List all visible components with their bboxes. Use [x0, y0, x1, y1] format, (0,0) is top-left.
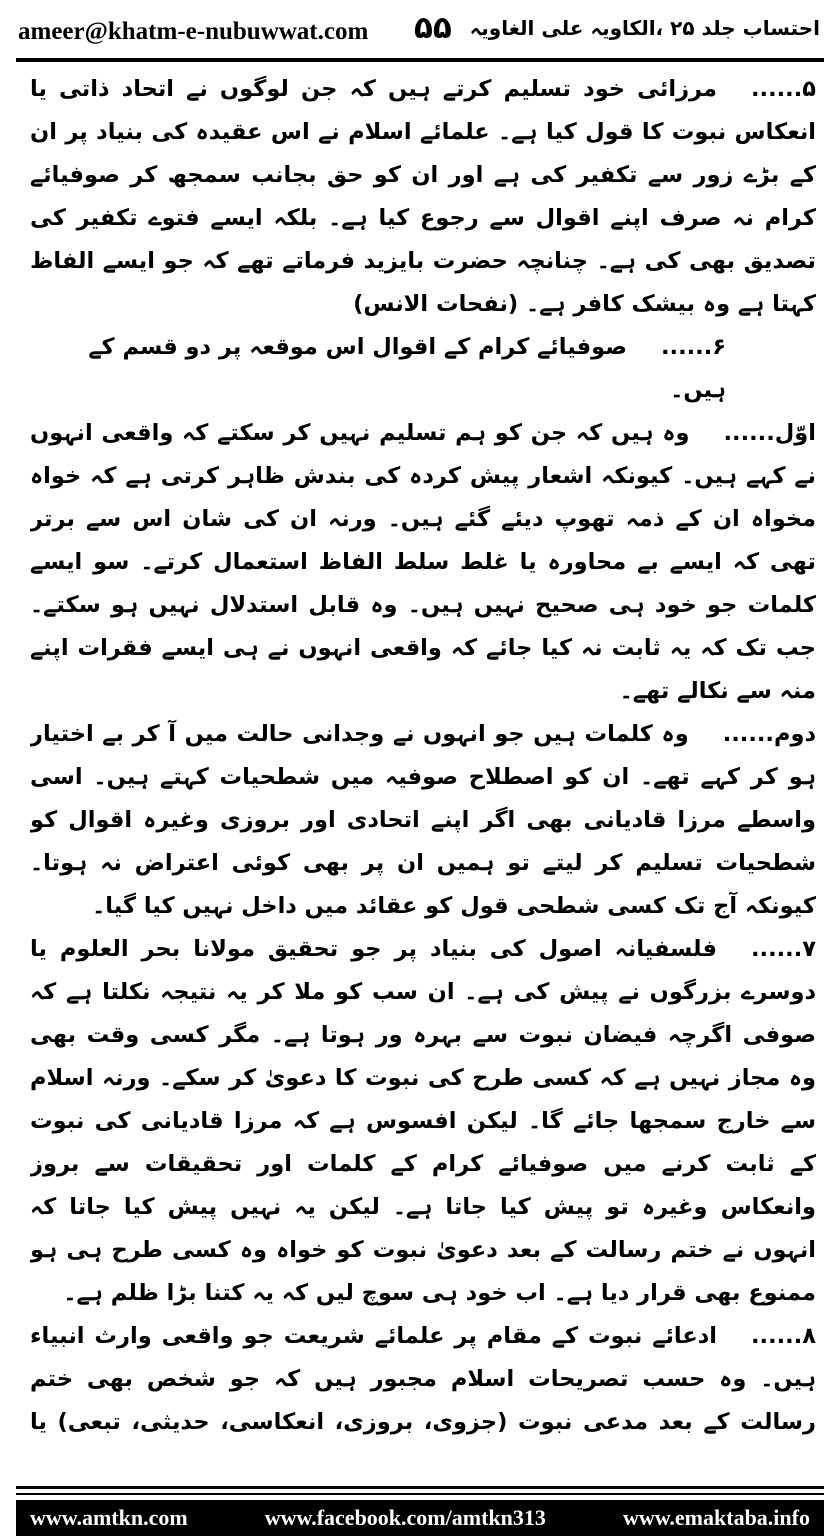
footer-link-amtkn[interactable]: www.amtkn.com [30, 1505, 188, 1530]
footer-link-facebook[interactable]: www.facebook.com/amtkn313 [264, 1505, 546, 1530]
page-header [18, 10, 820, 56]
paragraph-number: ۷...... [750, 936, 816, 962]
paragraph-7 [30, 928, 816, 1315]
paragraph-number: دوم...... [722, 721, 816, 747]
paragraph-number: اوّل...... [723, 420, 816, 446]
paragraph-number: ۵...... [750, 76, 816, 102]
paragraph-text: صوفیائے کرام کے اقوال اس موقعہ پر دو قسم کے ہیں۔ [88, 334, 726, 403]
book-title: احتساب جلد ۲۵ ،الکاویہ علی الغاویہ [469, 16, 820, 40]
page-number: ۵۵ [414, 10, 452, 46]
paragraph-number: ۸...... [750, 1323, 816, 1349]
paragraph-text: مرزائی خود تسلیم کرتے ہیں کہ جن لوگوں نے اتحاد ذاتی یا انعکاس نبوت کا قول کیا ہے۔ علمائے اسلام نے اس عقیدہ کی بنیاد پر ان کے بڑے زور سے تکفیر کی ہے اور ان کو حق بجانب سمجھ کر صوفیائے کرام نہ صرف اپنے اقوال سے رجوع کیا ہے۔ بلکہ ایسے فتوے تکفیر کی تصدیق بھی کی ہے۔ چنانچہ حضرت بایزید فرماتے تھے کہ جو ایسے الفاظ کہتا ہے وہ بیشک کافر ہے۔ (نفحات الانس) [30, 76, 816, 317]
paragraph-text: وہ کلمات ہیں جو انہوں نے وجدانی حالت میں آ کر بے اختیار ہو کر کہے تھے۔ ان کو اصطلاح صوفیہ میں شطحیات کہتے ہیں۔ اسی واسطے مرزا قادیانی بھی اگر اپنے اتحادی اور بروزی وغیرہ اقوال کو شطحیات تسلیم کر لیتے تو ہمیں ان پر بھی کوئی اعتراض نہ ہوتا۔ کیونکہ آج تک کسی شطحی قول کو عقائد میں داخل نہیں کیا گیا۔ [30, 721, 816, 919]
paragraph-first [30, 412, 816, 713]
paragraph-8 [30, 1315, 816, 1448]
paragraph-5 [30, 68, 816, 326]
footer-divider-bottom [16, 1493, 824, 1495]
paragraph-6 [30, 326, 816, 412]
header-divider [16, 58, 824, 62]
paragraph-text: وہ ہیں کہ جن کو ہم تسلیم نہیں کر سکتے کہ واقعی انہوں نے کہے ہیں۔ کیونکہ اشعار پیش کردہ کی بندش ظاہر کرتی ہے کہ خواہ مخواہ ان کے ذمہ تھوپ دیئے گئے ہیں۔ ورنہ ان کی شان اس سے برتر تھی کہ ایسے بے محاورہ یا غلط سلط الفاظ استعمال کرتے۔ سو ایسے کلمات جو خود ہی صحیح نہیں ہیں۔ وہ قابل استدلال نہیں ہو سکتے۔ جب تک کہ یہ ثابت نہ کیا جائے کہ واقعی انہوں نے ہی ایسے فقرات اپنے منہ سے نکالے تھے۔ [30, 420, 816, 704]
header-email[interactable]: ameer@khatm-e-nubuwwat.com [18, 18, 369, 45]
paragraph-text: فلسفیانہ اصول کی بنیاد پر جو تحقیق مولانا بحر العلوم یا دوسرے بزرگوں نے پیش کی ہے۔ ان سب کو ملا کر یہ نتیجہ نکلتا ہے کہ صوفی اگرچہ فیضان نبوت سے بہرہ ور ہوتا ہے۔ مگر کسی وقت بھی وہ مجاز نہیں ہے کہ کسی طرح کی نبوت کا دعویٰ کر سکے۔ ورنہ اسلام سے خارج سمجھا جائے گا۔ لیکن افسوس ہے کہ مرزا قادیانی کی نبوت کے ثابت کرنے میں صوفیائے کرام کے کلمات اور تحقیقات سے بروز وانعکاس وغیرہ تو پیش کیا جاتا ہے۔ لیکن یہ نہیں پیش کیا جاتا کہ انہوں نے ختم رسالت کے بعد دعویٰ نبوت کو خواہ وہ کسی طرح ہی ہو ممنوع بھی قرار دیا ہے۔ اب خود ہی سوچ لیں کہ یہ کتنا بڑا ظلم ہے۔ [30, 936, 816, 1306]
paragraph-second [30, 713, 816, 928]
paragraph-number: ۶...... [660, 334, 726, 360]
footer-bar [16, 1500, 824, 1536]
paragraph-text: ادعائے نبوت کے مقام پر علمائے شریعت جو واقعی وارث انبیاء ہیں۔ وہ حسب تصریحات اسلام مجبور ہیں کہ جو شخص بھی ختم رسالت کے بعد مدعی نبوت (جزوی، بروزی، انعکاسی، حدیثی، تبعی) یا [30, 1323, 816, 1435]
page-body [30, 68, 816, 1448]
footer-divider-top [16, 1486, 824, 1489]
footer-link-emaktaba[interactable]: www.emaktaba.info [622, 1505, 810, 1530]
